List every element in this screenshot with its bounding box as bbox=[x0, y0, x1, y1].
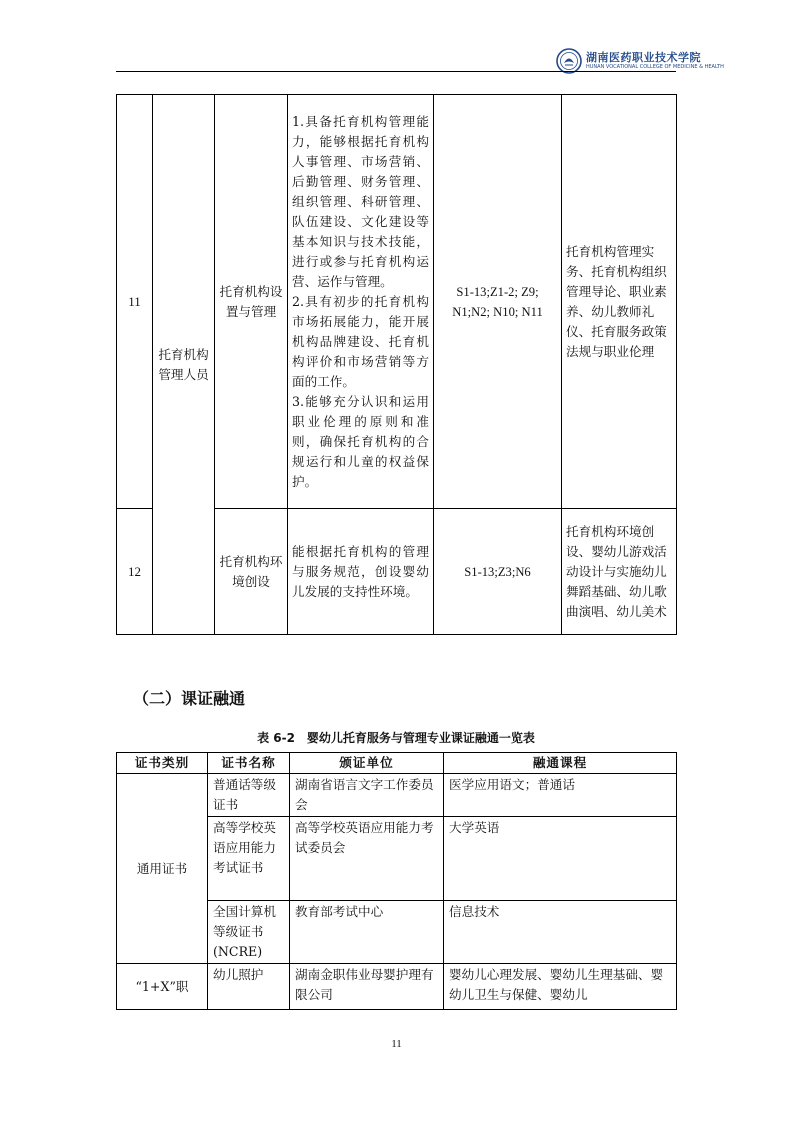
certificate-category: “1+X”职 bbox=[117, 964, 208, 1010]
work-task: 托育机构设置与管理 bbox=[215, 95, 288, 509]
table-row bbox=[117, 774, 677, 817]
supporting-courses: 托育机构环境创设、婴幼儿游戏活动设计与实施幼儿舞蹈基础、幼儿歌曲演唱、幼儿美术 bbox=[562, 509, 677, 635]
integrated-courses: 信息技术 bbox=[444, 901, 677, 964]
column-header: 证书名称 bbox=[208, 753, 290, 774]
certificate-table bbox=[116, 752, 677, 1010]
issuing-body: 高等学校英语应用能力考试委员会 bbox=[290, 817, 444, 901]
issuing-body: 教育部考试中心 bbox=[290, 901, 444, 964]
table-row bbox=[117, 964, 677, 1010]
supporting-courses: 托育机构管理实务、托育机构组织管理导论、职业素养、幼儿教师礼仪、托育服务政策法规与职业伦理 bbox=[562, 95, 677, 509]
header-divider bbox=[116, 71, 676, 72]
table-header-row bbox=[117, 753, 677, 774]
integrated-courses: 婴幼儿心理发展、婴幼儿生理基础、婴幼儿卫生与保健、婴幼儿 bbox=[444, 964, 677, 1010]
section-heading: （二）课证融通 bbox=[133, 689, 246, 708]
certificate-name: 普通话等级证书 bbox=[208, 774, 290, 817]
column-header: 证书类别 bbox=[117, 753, 208, 774]
work-task: 托育机构环境创设 bbox=[215, 509, 288, 635]
certificate-name: 幼儿照护 bbox=[208, 964, 290, 1010]
ability-item: 1.具备托育机构管理能力，能够根据托育机构人事管理、市场营销、后勤管理、财务管理、组织管理、科研管理、队伍建设、文化建设等基本知识与技术技能，进行或参与托育机构运营、运作与管理。 bbox=[292, 113, 429, 289]
page-number: 11 bbox=[391, 1038, 402, 1050]
ability-item: 3.能够充分认识和运用职业伦理的原则和准则，确保托育机构的合规运行和儿童的权益保护。 bbox=[292, 393, 429, 489]
certificate-name: 高等学校英语应用能力考试证书 bbox=[208, 817, 290, 901]
table-row bbox=[117, 95, 677, 509]
ability-requirements bbox=[288, 95, 434, 509]
column-header: 融通课程 bbox=[444, 753, 677, 774]
job-category: 托育机构管理人员 bbox=[153, 95, 215, 635]
competency-table bbox=[116, 94, 677, 635]
certificate-name: 全国计算机等级证书(NCRE) bbox=[208, 901, 290, 964]
spec-codes: S1-13;Z3;N6 bbox=[434, 509, 562, 635]
ability-item: 2.具有初步的托育机构市场拓展能力，能开展机构品牌建设、托育机构评价和市场营销等方面的工作。 bbox=[292, 293, 429, 389]
school-name: 湖南医药职业技术学院 bbox=[586, 51, 701, 64]
row-number: 12 bbox=[117, 509, 153, 635]
school-name-en: HUNAN VOCATIONAL COLLEGE OF MEDICINE & HEALTH bbox=[586, 64, 724, 70]
row-number: 11 bbox=[117, 95, 153, 509]
spec-codes: S1-13;Z1-2; Z9; N1;N2; N10; N11 bbox=[434, 95, 562, 509]
integrated-courses: 大学英语 bbox=[444, 817, 677, 901]
ability-requirements bbox=[288, 509, 434, 635]
column-header: 颁证单位 bbox=[290, 753, 444, 774]
issuing-body: 湖南省语言文字工作委员会 bbox=[290, 774, 444, 817]
issuing-body: 湖南金职伟业母婴护理有限公司 bbox=[290, 964, 444, 1010]
ability-item: 能根据托育机构的管理与服务规范，创设婴幼儿发展的支持性环境。 bbox=[292, 543, 429, 599]
integrated-courses: 医学应用语文；普通话 bbox=[444, 774, 677, 817]
certificate-category: 通用证书 bbox=[117, 774, 208, 964]
table-caption: 表 6-2 婴幼儿托育服务与管理专业课证融通一览表 bbox=[257, 731, 535, 745]
